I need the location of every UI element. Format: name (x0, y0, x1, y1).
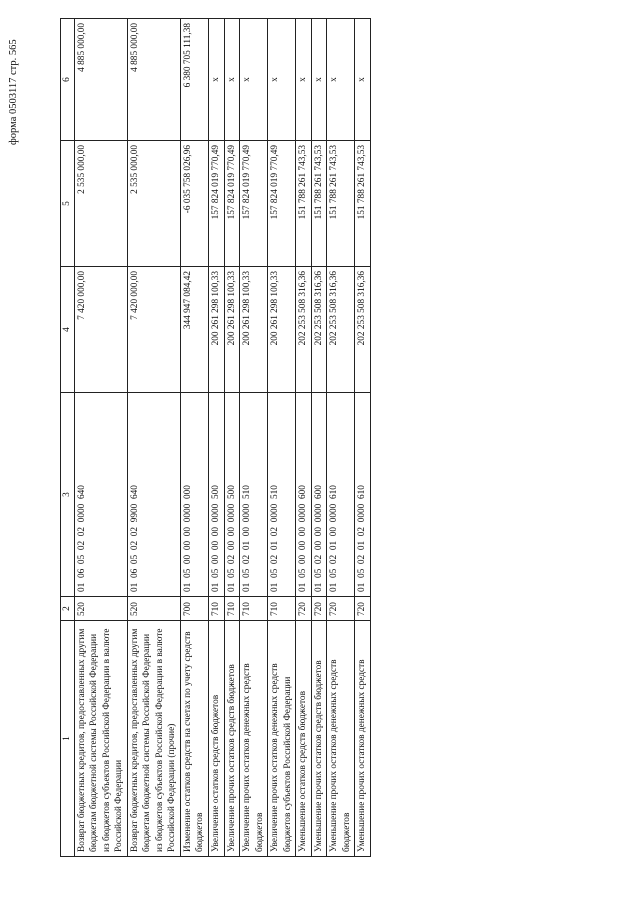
column-header: 6 (61, 19, 75, 141)
indicator-name: Изменение остатков средств на счетах по учету средств бюджетов (180, 621, 208, 857)
table-row (240, 19, 268, 857)
indicator-name: Уменьшение прочих остатков денежных средств (355, 621, 371, 857)
approved-amount: 200 261 298 100,33 (224, 267, 240, 393)
unexecuted-amount: x (268, 19, 296, 141)
budget-classification-code: 01 05 00 00 00 0000 000 (180, 393, 208, 597)
budget-classification-code: 01 05 02 01 00 0000 510 (240, 393, 268, 597)
table-row (127, 19, 180, 857)
sources-of-financing-table (60, 18, 371, 857)
unexecuted-amount: x (224, 19, 240, 141)
unexecuted-amount: x (355, 19, 371, 141)
line-code: 720 (311, 597, 327, 621)
table-row (180, 19, 208, 857)
line-code: 710 (224, 597, 240, 621)
approved-amount: 202 253 508 316,36 (311, 267, 327, 393)
table-row (224, 19, 240, 857)
budget-classification-code: 01 05 02 01 02 0000 610 (355, 393, 371, 597)
approved-amount: 344 947 084,42 (180, 267, 208, 393)
unexecuted-amount: 4 885 000,00 (127, 19, 180, 141)
unexecuted-amount: x (327, 19, 355, 141)
unexecuted-amount: x (209, 19, 225, 141)
table-row (74, 19, 127, 857)
approved-amount: 200 261 298 100,33 (240, 267, 268, 393)
unexecuted-amount: x (311, 19, 327, 141)
indicator-name: Уменьшение остатков средств бюджетов (296, 621, 312, 857)
table-row (327, 19, 355, 857)
approved-amount: 202 253 508 316,36 (355, 267, 371, 393)
approved-amount: 200 261 298 100,33 (268, 267, 296, 393)
budget-classification-code: 01 06 05 02 02 9900 640 (127, 393, 180, 597)
unexecuted-amount: x (240, 19, 268, 141)
indicator-name: Уменьшение прочих остатков денежных средств бюджетов (327, 621, 355, 857)
approved-amount: 202 253 508 316,36 (327, 267, 355, 393)
indicator-name: Возврат бюджетных кредитов, предоставленных другим бюджетам бюджетной системы Российской Федерации из бюджетов субъектов Российской Федерации в валюте Российской Федерации (прочие) (127, 621, 180, 857)
line-code: 720 (296, 597, 312, 621)
unexecuted-amount: 6 380 705 111,38 (180, 19, 208, 141)
table-row (311, 19, 327, 857)
executed-amount: 151 788 261 743,53 (311, 141, 327, 267)
budget-classification-code: 01 05 02 00 00 0000 500 (224, 393, 240, 597)
executed-amount: 151 788 261 743,53 (327, 141, 355, 267)
executed-amount: 151 788 261 743,53 (355, 141, 371, 267)
budget-classification-code: 01 05 02 01 02 0000 510 (268, 393, 296, 597)
indicator-name: Возврат бюджетных кредитов, предоставленных другим бюджетам бюджетной системы Российской Федерации из бюджетов субъектов Российской Федерации в валюте Российской Федерации (74, 621, 127, 857)
column-header: 1 (61, 621, 75, 857)
indicator-name: Увеличение прочих остатков денежных средств бюджетов субъектов Российской Федерации (268, 621, 296, 857)
table-row (296, 19, 312, 857)
indicator-name: Увеличение остатков средств бюджетов (209, 621, 225, 857)
table-row (355, 19, 371, 857)
line-code: 520 (127, 597, 180, 621)
column-header: 2 (61, 597, 75, 621)
unexecuted-amount: x (296, 19, 312, 141)
line-code: 720 (355, 597, 371, 621)
budget-classification-code: 01 05 00 00 00 0000 500 (209, 393, 225, 597)
executed-amount: -6 035 758 026,96 (180, 141, 208, 267)
column-header: 3 (61, 393, 75, 597)
indicator-name: Увеличение прочих остатков денежных средств бюджетов (240, 621, 268, 857)
table-row (268, 19, 296, 857)
column-header: 5 (61, 141, 75, 267)
column-header: 4 (61, 267, 75, 393)
executed-amount: 157 824 019 770,49 (224, 141, 240, 267)
budget-classification-code: 01 06 05 02 02 0000 640 (74, 393, 127, 597)
line-code: 710 (209, 597, 225, 621)
executed-amount: 2 535 000,00 (127, 141, 180, 267)
budget-classification-code: 01 05 02 00 00 0000 600 (311, 393, 327, 597)
unexecuted-amount: 4 885 000,00 (74, 19, 127, 141)
table-row (209, 19, 225, 857)
line-code: 710 (268, 597, 296, 621)
executed-amount: 151 788 261 743,53 (296, 141, 312, 267)
line-code: 520 (74, 597, 127, 621)
header-row (61, 19, 75, 857)
indicator-name: Уменьшение прочих остатков средств бюджетов (311, 621, 327, 857)
approved-amount: 202 253 508 316,36 (296, 267, 312, 393)
line-code: 710 (240, 597, 268, 621)
form-reference: форма 0503117 стр. 565 (8, 39, 19, 145)
budget-classification-code: 01 05 00 00 00 0000 600 (296, 393, 312, 597)
executed-amount: 157 824 019 770,49 (240, 141, 268, 267)
indicator-name: Увеличение прочих остатков средств бюджетов (224, 621, 240, 857)
approved-amount: 200 261 298 100,33 (209, 267, 225, 393)
executed-amount: 2 535 000,00 (74, 141, 127, 267)
approved-amount: 7 420 000,00 (127, 267, 180, 393)
line-code: 700 (180, 597, 208, 621)
budget-classification-code: 01 05 02 01 00 0000 610 (327, 393, 355, 597)
executed-amount: 157 824 019 770,49 (209, 141, 225, 267)
executed-amount: 157 824 019 770,49 (268, 141, 296, 267)
approved-amount: 7 420 000,00 (74, 267, 127, 393)
line-code: 720 (327, 597, 355, 621)
